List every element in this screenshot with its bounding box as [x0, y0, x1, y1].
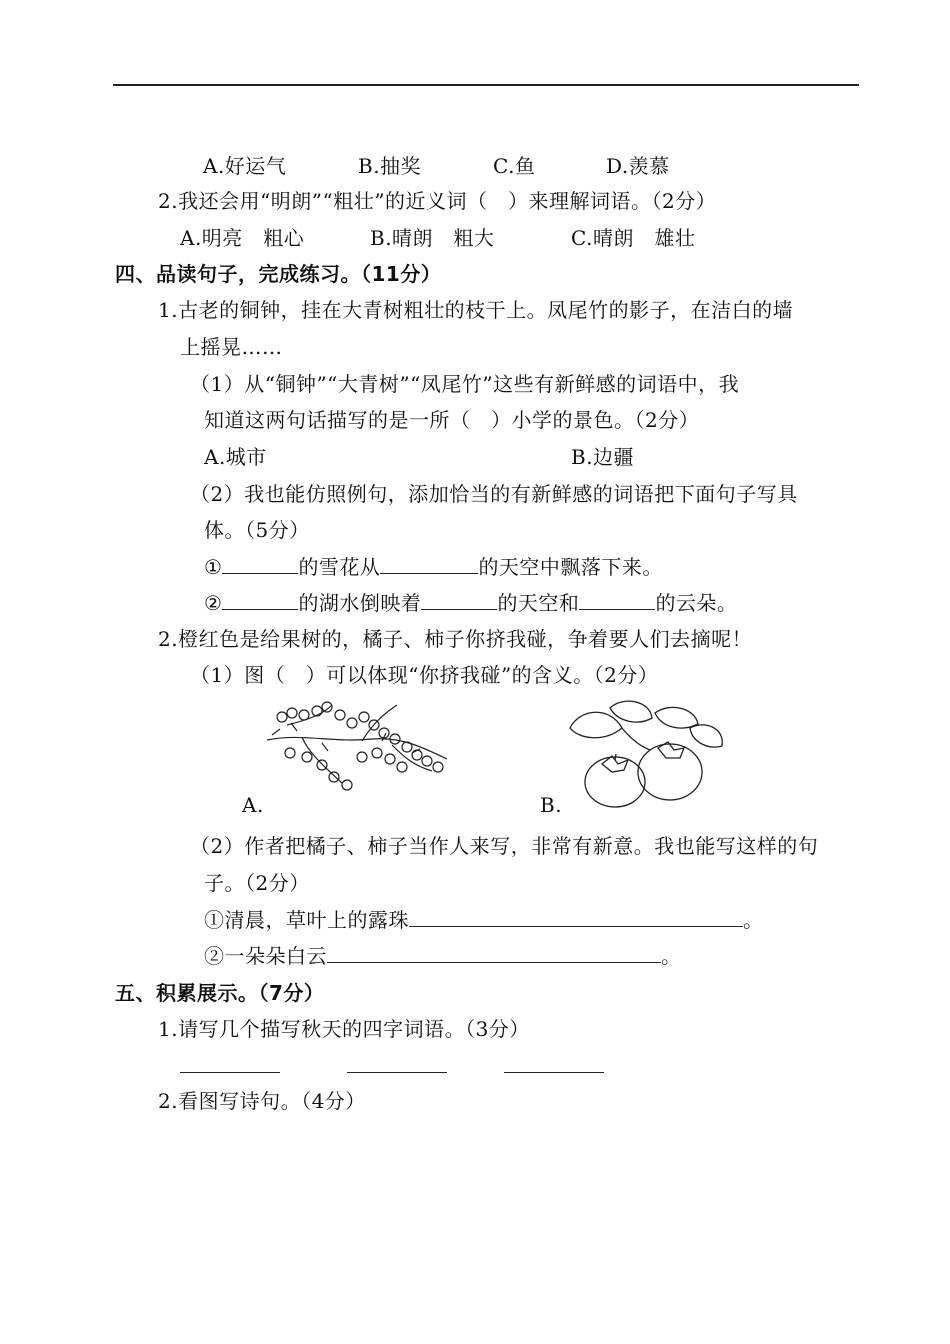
fill2-text-1: 的湖水倒映着 [298, 591, 422, 615]
write1-suffix: 。 [743, 908, 764, 932]
write-line-1 [204, 908, 764, 932]
fill2-text-2: 的天空和 [497, 591, 580, 615]
section5-title: 五、积累展示。（7分） [115, 981, 325, 1005]
s4-q2-sub2-line2: 子。（2分） [204, 871, 310, 895]
write2-suffix: 。 [661, 944, 682, 968]
write-line-2 [204, 944, 682, 968]
section4-title: 四、品读句子，完成练习。（11分） [115, 262, 442, 286]
s4-q1-line1: 1.古老的铜钟，挂在大青树粗壮的枝干上。凤尾竹的影子，在洁白的墙 [158, 298, 794, 322]
s5-q1-text: 1.请写几个描写秋天的四字词语。（3分） [158, 1017, 530, 1041]
write2-prefix: ②一朵朵白云 [204, 944, 327, 968]
q1-option-b: B.抽奖 [358, 154, 422, 178]
image-b-label: B. [540, 793, 563, 817]
fill-line-2 [204, 591, 737, 615]
q1-option-d: D.羡慕 [606, 154, 670, 178]
s4-sub1-line1: （1）从“铜钟”“大青树”“凤尾竹”这些有新鲜感的词语中，我 [190, 372, 740, 396]
write1-blank[interactable] [409, 908, 743, 927]
s5-answer-line-3[interactable] [504, 1072, 604, 1073]
fill2-blank-2[interactable] [421, 591, 497, 610]
fill2-text-3: 的云朵。 [655, 591, 738, 615]
write2-blank[interactable] [327, 944, 661, 963]
q1-option-c: C.鱼 [493, 154, 536, 178]
fill1-blank-2[interactable] [380, 555, 478, 574]
s4-sub1-line2: 知道这两句话描写的是一所（ ）小学的景色。（2分） [204, 408, 700, 432]
q2-option-c: C.晴朗 雄壮 [571, 226, 696, 250]
s4-q2-sub1: （1）图（ ）可以体现“你挤我碰”的含义。（2分） [190, 663, 659, 687]
write1-prefix: ①清晨，草叶上的露珠 [204, 908, 409, 932]
image-a-label: A. [242, 793, 264, 817]
q2-option-a: A.明亮 粗心 [180, 226, 305, 250]
s4-sub1-option-b: B.边疆 [571, 445, 635, 469]
fill2-blank-1[interactable] [222, 591, 298, 610]
q2-question: 2.我还会用“明朗”“粗壮”的近义词（ ）来理解词语。（2分） [158, 189, 717, 213]
fill1-mark: ① [204, 555, 223, 579]
q2-option-b: B.晴朗 粗大 [370, 226, 495, 250]
s4-q1-line2: 上摇晃…… [180, 335, 283, 359]
s4-q2-sub2-line1: （2）作者把橘子、柿子当作人来写，非常有新意。我也能写这样的句 [190, 834, 819, 858]
persimmon-image[interactable] [560, 698, 730, 812]
fill1-text-2: 的天空中飘落下来。 [478, 555, 663, 579]
s5-answer-line-2[interactable] [347, 1072, 447, 1073]
fill2-mark: ② [204, 591, 223, 615]
orange-branch-image[interactable] [262, 695, 452, 795]
s4-sub1-option-a: A.城市 [204, 445, 267, 469]
s4-sub2-line1: （2）我也能仿照例句，添加恰当的有新鲜感的词语把下面句子写具 [190, 482, 798, 506]
fill1-blank-1[interactable] [222, 555, 298, 574]
fill1-text-1: 的雪花从 [298, 555, 381, 579]
fill2-blank-3[interactable] [579, 591, 655, 610]
header-rule [113, 84, 859, 86]
fill-line-1 [204, 555, 663, 579]
q1-option-a: A.好运气 [203, 154, 287, 178]
s5-q2-text: 2.看图写诗句。（4分） [158, 1089, 366, 1113]
s4-q2-text: 2.橙红色是给果树的，橘子、柿子你挤我碰，争着要人们去摘呢！ [158, 627, 753, 651]
s5-answer-line-1[interactable] [180, 1072, 280, 1073]
s4-sub2-line2: 体。（5分） [204, 518, 310, 542]
